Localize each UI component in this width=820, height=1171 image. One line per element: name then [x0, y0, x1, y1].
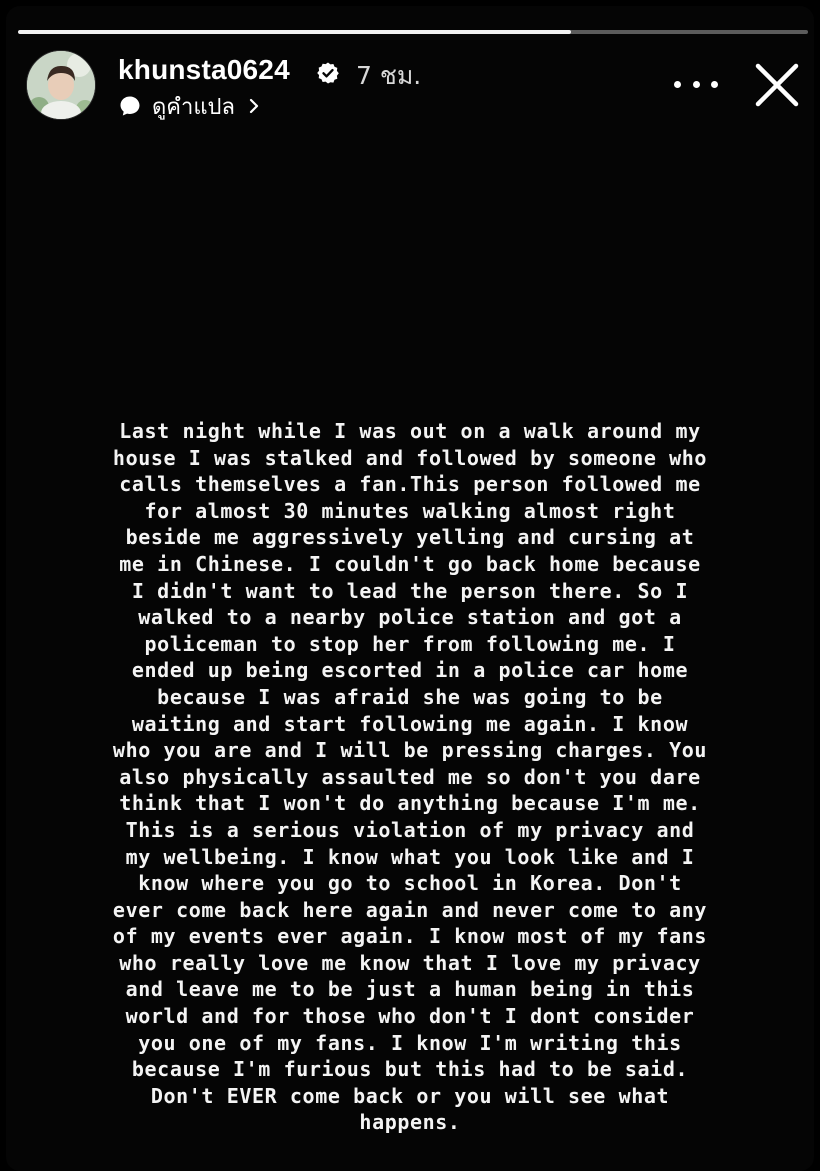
story-text-line: of my events ever again. I know most of my fans	[112, 924, 708, 949]
more-dot	[711, 81, 718, 88]
story-text-line: happens.	[359, 1110, 461, 1135]
story-text-line: beside me aggressively yelling and cursing at	[125, 525, 695, 550]
story-text-line: world and for those who don't I dont consider	[125, 1004, 695, 1029]
story-text-line: house I was stalked and followed by someone who	[112, 445, 708, 470]
avatar[interactable]	[26, 50, 96, 120]
more-dot	[693, 81, 700, 88]
story-text-line: know where you go to school in Korea. Don't	[138, 871, 682, 896]
more-options-icon[interactable]	[674, 72, 718, 96]
story-text-line: I didn't want to lead the person there. So I	[131, 578, 689, 603]
story-progress-fill	[18, 30, 571, 34]
story-text-line: who really love me know that I love my privacy	[119, 950, 701, 975]
story-text-line: walked to a nearby police station and got a	[138, 605, 682, 630]
post-time: 7 ชม.	[356, 61, 422, 90]
story-text-line: me in Chinese. I couldn't go back home because	[119, 551, 701, 576]
story-text-line: who you are and I will be pressing charges. You	[112, 738, 708, 763]
story-text-line: ever come back here again and never come to any	[112, 897, 708, 922]
chevron-right-icon	[247, 97, 261, 115]
username[interactable]: khunsta0624	[118, 54, 290, 85]
story-text-line: calls themselves a fan.This person followed me	[119, 472, 701, 497]
verified-badge-icon	[316, 61, 340, 85]
story-text-line: Don't EVER come back or you will see what	[150, 1083, 670, 1108]
story-text-line: think that I won't do anything because I'm me.	[119, 791, 701, 816]
story-text-line: This is a serious violation of my privacy and	[125, 817, 695, 842]
see-translation-label: ดูคำแปล	[152, 94, 235, 120]
story-text-line: my wellbeing. I know what you look like and I	[125, 844, 695, 869]
story-text-line: you one of my fans. I know I'm writing this	[138, 1030, 682, 1055]
story-text-line: because I'm furious but this had to be said.	[131, 1057, 689, 1082]
story-text-line: ended up being escorted in a police car home	[131, 658, 689, 683]
chat-bubble-icon	[118, 94, 142, 118]
story-text-line: also physically assaulted me so don't you dare	[119, 764, 701, 789]
story-text-line: for almost 30 minutes walking almost right	[144, 498, 676, 523]
story-text-line: waiting and start following me again. I know	[131, 711, 689, 736]
see-translation-button[interactable]	[118, 92, 261, 120]
more-dot	[674, 81, 681, 88]
story-progress-bar	[18, 30, 808, 34]
story-text-line: because I was afraid she was going to be	[157, 684, 663, 709]
close-icon[interactable]	[750, 58, 804, 112]
story-text-line: and leave me to be just a human being in this	[125, 977, 695, 1002]
story-text-line: Last night while I was out on a walk around my	[119, 419, 701, 443]
story-viewer[interactable]	[6, 6, 814, 1171]
story-text	[36, 418, 784, 1136]
story-text-line: policeman to stop her from following me. I	[144, 631, 676, 656]
